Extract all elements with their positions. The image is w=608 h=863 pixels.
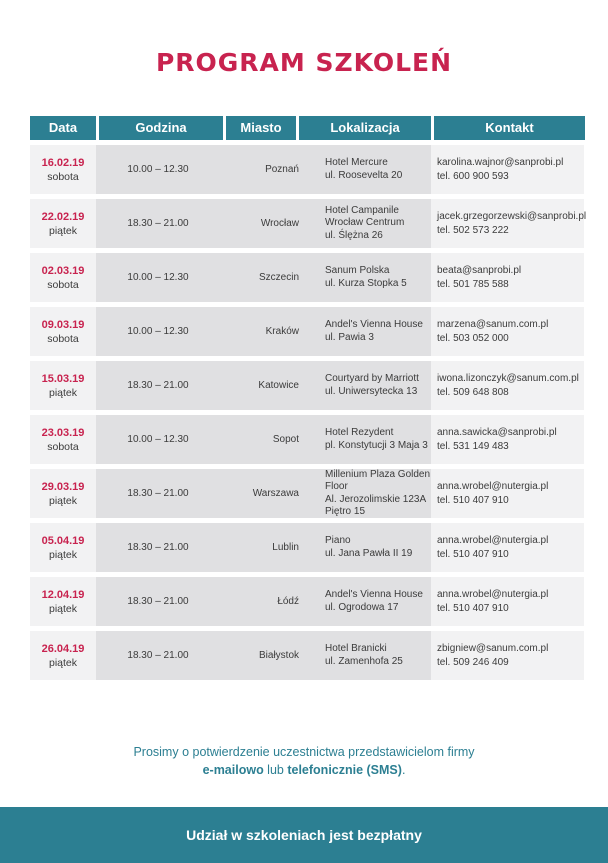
- note-line-1: Prosimy o potwierdzenie uczestnictwa przedstawicielom firmy: [133, 745, 475, 759]
- location-address: Al. Jerozolimskie 123A Piętro 15: [325, 494, 426, 517]
- time-value: 18.30 – 21.00: [127, 650, 189, 661]
- table-row: [30, 415, 584, 464]
- day-value: sobota: [47, 170, 79, 183]
- header-date: Data: [30, 116, 96, 140]
- table-row: [30, 307, 584, 356]
- note-or: lub: [263, 763, 288, 777]
- location-cell: [305, 415, 431, 464]
- contact-phone[interactable]: tel. 531 149 483: [437, 440, 509, 452]
- date-value: 05.04.19: [41, 534, 85, 547]
- day-value: piątek: [48, 656, 78, 669]
- date-value: 12.04.19: [41, 588, 85, 601]
- location-cell: [305, 469, 431, 518]
- location-address: ul. Pawia 3: [325, 332, 374, 343]
- table-row: [30, 361, 584, 410]
- contact-phone[interactable]: tel. 501 785 588: [437, 278, 509, 290]
- location-cell: [305, 253, 431, 302]
- date-cell: [30, 415, 96, 464]
- location-name: Hotel Campanile Wrocław Centrum: [325, 205, 405, 228]
- date-value: 23.03.19: [41, 426, 85, 439]
- city-cell: [220, 361, 305, 410]
- time-cell: [96, 631, 220, 680]
- date-value: 26.04.19: [41, 642, 85, 655]
- day-value: piątek: [48, 386, 78, 399]
- note-email: e-mailowo: [202, 763, 264, 777]
- city-cell: [220, 199, 305, 248]
- header-location: Lokalizacja: [299, 116, 431, 140]
- time-value: 18.30 – 21.00: [127, 542, 189, 553]
- contact-phone[interactable]: tel. 510 407 910: [437, 602, 509, 614]
- contact-email[interactable]: iwona.lizonczyk@sanum.com.pl: [437, 372, 579, 384]
- time-value: 18.30 – 21.00: [127, 380, 189, 391]
- date-cell: [30, 577, 96, 626]
- location-name: Sanum Polska: [325, 265, 390, 276]
- contact-phone[interactable]: tel. 503 052 000: [437, 332, 509, 344]
- time-value: 18.30 – 21.00: [127, 218, 189, 229]
- location-name: Millenium Plaza Golden Floor: [325, 469, 431, 492]
- note-end: .: [401, 763, 406, 777]
- contact-cell: [431, 145, 584, 194]
- table-row: [30, 523, 584, 572]
- city-value: Kraków: [265, 326, 299, 337]
- date-cell: [30, 631, 96, 680]
- header-contact: Kontakt: [434, 116, 585, 140]
- time-value: 10.00 – 12.30: [127, 326, 189, 337]
- table-row: [30, 253, 584, 302]
- table-row: [30, 469, 584, 518]
- time-cell: [96, 415, 220, 464]
- day-value: sobota: [47, 332, 79, 345]
- location-name: Courtyard by Marriott: [325, 373, 419, 384]
- time-cell: [96, 577, 220, 626]
- time-value: 18.30 – 21.00: [127, 596, 189, 607]
- date-cell: [30, 307, 96, 356]
- location-address: ul. Zamenhofa 25: [325, 656, 403, 667]
- footer-banner: Udział w szkoleniach jest bezpłatny: [0, 807, 608, 863]
- day-value: piątek: [48, 494, 78, 507]
- table-header: [30, 116, 585, 140]
- contact-email[interactable]: zbigniew@sanum.com.pl: [437, 642, 549, 654]
- city-value: Wrocław: [260, 218, 299, 229]
- city-value: Sopot: [272, 434, 299, 445]
- contact-cell: [431, 307, 584, 356]
- contact-phone[interactable]: tel. 510 407 910: [437, 548, 509, 560]
- location-cell: [305, 145, 431, 194]
- date-value: 09.03.19: [41, 318, 85, 331]
- contact-cell: [431, 361, 584, 410]
- city-cell: [220, 415, 305, 464]
- table-row: [30, 577, 584, 626]
- location-cell: [305, 361, 431, 410]
- contact-cell: [431, 631, 584, 680]
- contact-email[interactable]: anna.sawicka@sanprobi.pl: [437, 426, 557, 438]
- date-value: 22.02.19: [41, 210, 85, 223]
- date-cell: [30, 253, 96, 302]
- location-cell: [305, 577, 431, 626]
- contact-phone[interactable]: tel. 600 900 593: [437, 170, 509, 182]
- day-value: piątek: [48, 602, 78, 615]
- city-value: Katowice: [258, 380, 299, 391]
- location-cell: [305, 523, 431, 572]
- contact-email[interactable]: anna.wrobel@nutergia.pl: [437, 480, 549, 492]
- confirmation-note: [0, 743, 608, 779]
- day-value: piątek: [48, 224, 78, 237]
- location-name: Andel's Vienna House: [325, 589, 423, 600]
- city-cell: [220, 523, 305, 572]
- schedule-table: [30, 145, 587, 685]
- time-cell: [96, 361, 220, 410]
- city-cell: [220, 631, 305, 680]
- location-address: ul. Uniwersytecka 13: [325, 386, 418, 397]
- contact-phone[interactable]: tel. 509 648 808: [437, 386, 509, 398]
- city-cell: [220, 145, 305, 194]
- time-value: 10.00 – 12.30: [127, 434, 189, 445]
- contact-cell: [431, 469, 584, 518]
- date-cell: [30, 361, 96, 410]
- header-city: Miasto: [226, 116, 296, 140]
- note-phone: telefonicznie (SMS): [287, 763, 402, 777]
- time-value: 10.00 – 12.30: [127, 272, 189, 283]
- location-address: ul. Roosevelta 20: [325, 170, 403, 181]
- contact-cell: [431, 199, 587, 248]
- date-value: 16.02.19: [41, 156, 85, 169]
- page-title: PROGRAM SZKOLEŃ: [155, 48, 453, 77]
- contact-email[interactable]: anna.wrobel@nutergia.pl: [437, 534, 549, 546]
- table-row: [30, 631, 584, 680]
- date-value: 29.03.19: [41, 480, 85, 493]
- time-cell: [96, 145, 220, 194]
- time-cell: [96, 307, 220, 356]
- city-value: Szczecin: [258, 272, 299, 283]
- city-value: Łódź: [277, 596, 299, 607]
- location-name: Andel's Vienna House: [325, 319, 423, 330]
- contact-phone[interactable]: tel. 502 573 222: [437, 224, 509, 236]
- city-value: Warszawa: [252, 488, 299, 499]
- header-time: Godzina: [99, 116, 223, 140]
- date-cell: [30, 469, 96, 518]
- location-name: Piano: [325, 535, 351, 546]
- location-name: Hotel Rezydent: [325, 427, 394, 438]
- contact-cell: [431, 253, 584, 302]
- table-row: [30, 199, 587, 248]
- day-value: piątek: [48, 548, 78, 561]
- contact-cell: [431, 523, 584, 572]
- location-address: ul. Jana Pawła II 19: [325, 548, 413, 559]
- date-cell: [30, 523, 96, 572]
- table-row: [30, 145, 584, 194]
- contact-phone[interactable]: tel. 509 246 409: [437, 656, 509, 668]
- contact-email[interactable]: anna.wrobel@nutergia.pl: [437, 588, 549, 600]
- contact-cell: [431, 577, 584, 626]
- location-cell: [305, 307, 431, 356]
- location-address: ul. Ślężna 26: [325, 230, 383, 241]
- contact-email[interactable]: karolina.wajnor@sanprobi.pl: [437, 156, 564, 168]
- contact-email[interactable]: marzena@sanum.com.pl: [437, 318, 549, 330]
- time-value: 18.30 – 21.00: [127, 488, 189, 499]
- location-address: ul. Kurza Stopka 5: [325, 278, 407, 289]
- date-value: 02.03.19: [41, 264, 85, 277]
- contact-email[interactable]: jacek.grzegorzewski@sanprobi.pl: [437, 210, 587, 222]
- city-cell: [220, 253, 305, 302]
- city-cell: [220, 307, 305, 356]
- contact-phone[interactable]: tel. 510 407 910: [437, 494, 509, 506]
- day-value: sobota: [47, 278, 79, 291]
- contact-cell: [431, 415, 584, 464]
- location-name: Hotel Mercure: [325, 157, 388, 168]
- city-value: Poznań: [265, 164, 299, 175]
- time-cell: [96, 253, 220, 302]
- location-address: pl. Konstytucji 3 Maja 3: [325, 440, 428, 451]
- contact-email[interactable]: beata@sanprobi.pl: [437, 264, 522, 276]
- city-cell: [220, 469, 305, 518]
- date-value: 15.03.19: [41, 372, 85, 385]
- note-line-2: [0, 761, 608, 779]
- location-cell: [305, 199, 431, 248]
- location-name: Hotel Branicki: [325, 643, 387, 654]
- time-cell: [96, 469, 220, 518]
- city-value: Lublin: [272, 542, 299, 553]
- time-cell: [96, 523, 220, 572]
- date-cell: [30, 199, 96, 248]
- location-address: ul. Ogrodowa 17: [325, 602, 399, 613]
- city-cell: [220, 577, 305, 626]
- location-cell: [305, 631, 431, 680]
- time-value: 10.00 – 12.30: [127, 164, 189, 175]
- date-cell: [30, 145, 96, 194]
- time-cell: [96, 199, 220, 248]
- day-value: sobota: [47, 440, 79, 453]
- city-value: Białystok: [258, 650, 299, 661]
